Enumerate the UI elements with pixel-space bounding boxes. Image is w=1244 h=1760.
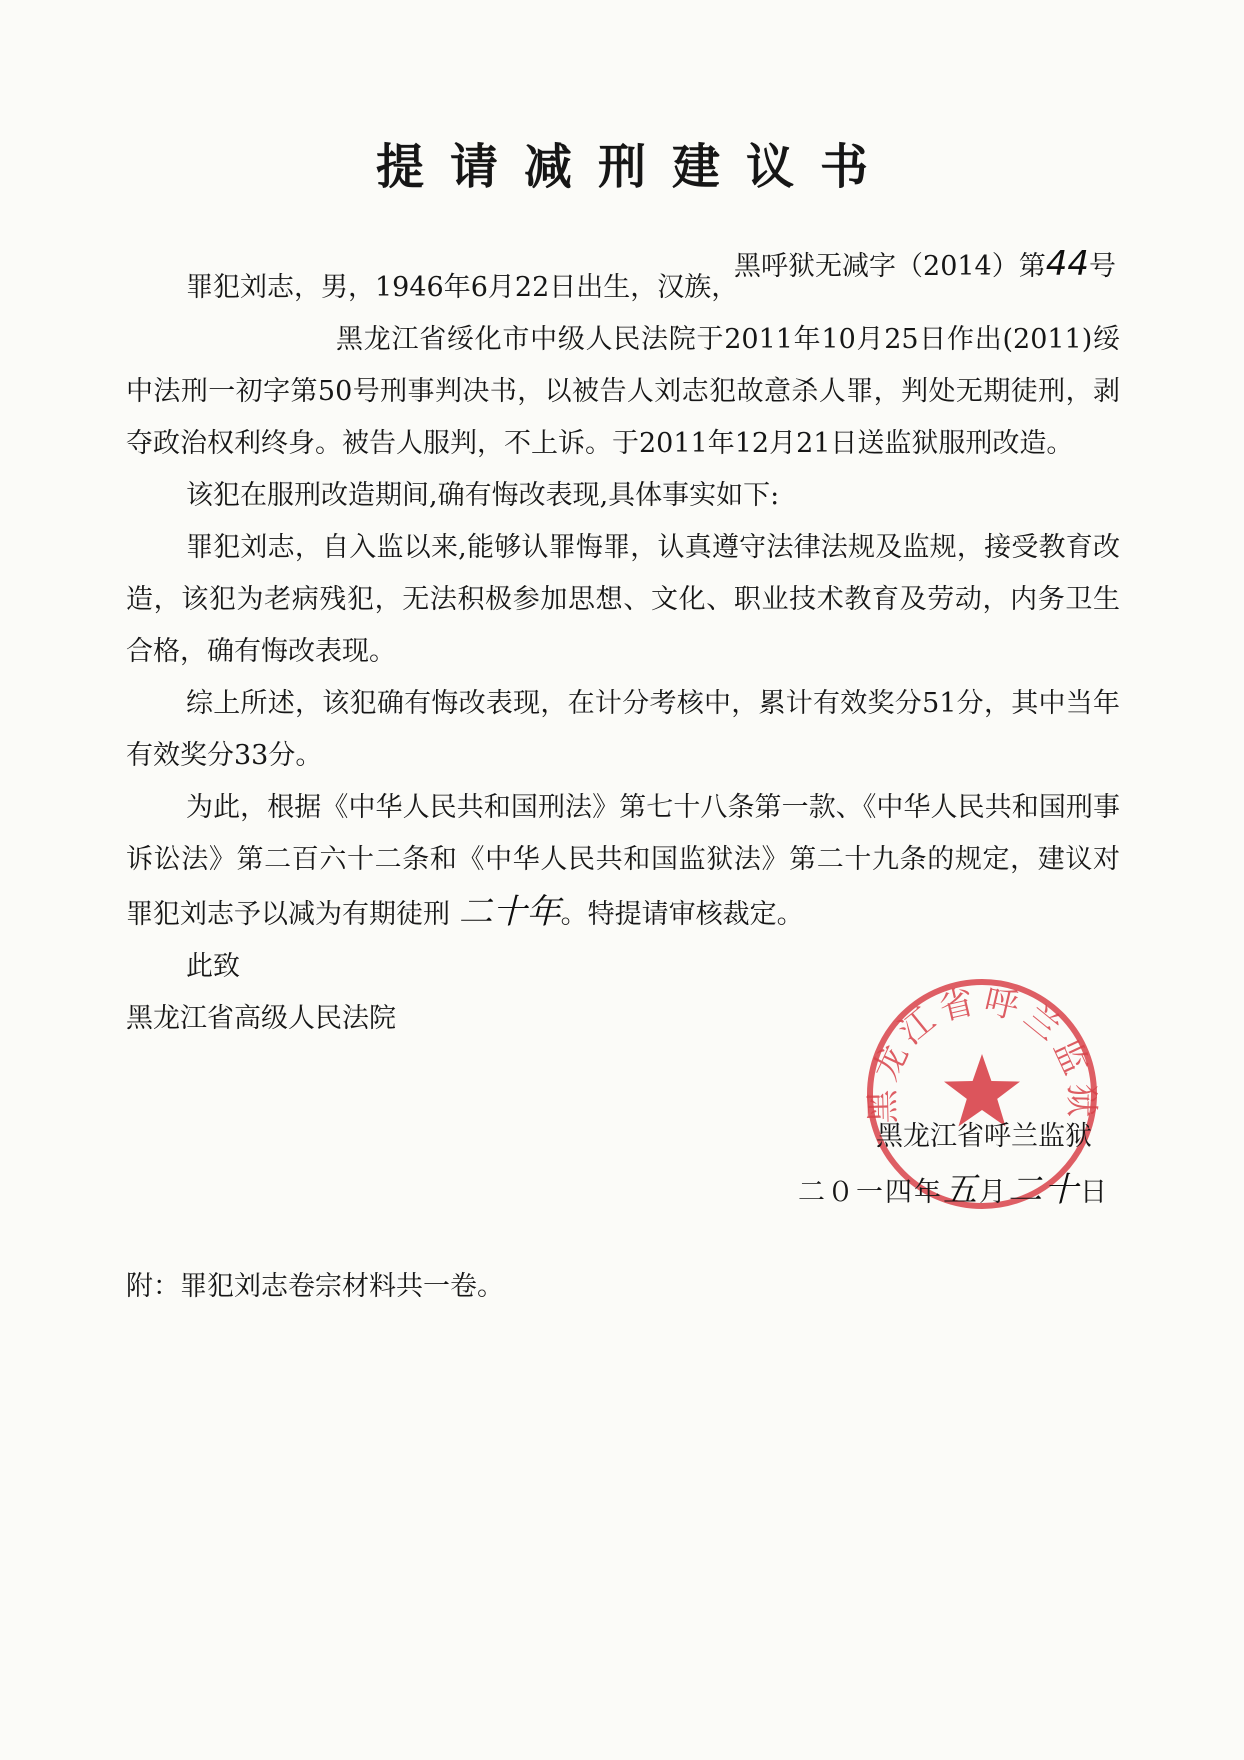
document-number-prefix: 黑呼狱无减字（2014）第 <box>734 251 1046 282</box>
attachment-note: 附：罪犯刘志卷宗材料共一卷。 <box>126 1271 504 1302</box>
sender-organization: 黑龙江省呼兰监狱 <box>876 1121 1092 1152</box>
paragraph-criminal-info: 罪犯刘志，男，1946年6月22日出生，汉族， <box>186 272 739 303</box>
handwritten-sentence-term: 二十年 <box>458 892 561 932</box>
paragraph-legal-basis <box>126 782 1120 941</box>
legal-basis-text: 为此，根据《中华人民共和国刑法》第七十八条第一款、《中华人民共和国刑事诉讼法》第二百六十二条和《中华人民共和国监狱法》第二十九条的规定，建议对罪犯刘志予以减为有期徒刑 <box>126 792 1120 930</box>
paragraph-facts-intro: 该犯在服刑改造期间,确有悔改表现,具体事实如下: <box>186 480 780 511</box>
document-number-suffix: 号 <box>1089 251 1116 282</box>
document-date <box>798 1162 1109 1211</box>
paragraph-facts: 罪犯刘志，自入监以来,能够认罪悔罪，认真遵守法律法规及监规，接受教育改造，该犯为老病残犯，无法积极参加思想、文化、职业技术教育及劳动，内务卫生合格，确有悔改表现。 <box>126 532 1120 667</box>
date-month-label: 月 <box>979 1177 1008 1208</box>
paragraph-summary: 综上所述，该犯确有悔改表现，在计分考核中，累计有效奖分51分，其中当年有效奖分33分。 <box>126 688 1120 771</box>
document-number-handwritten: 44 <box>1045 244 1089 284</box>
document-title: 提请减刑建议书 <box>375 139 894 195</box>
date-month-handwritten: 五 <box>943 1170 979 1210</box>
date-year: 二０一四年 <box>798 1177 943 1208</box>
legal-basis-ending: 。特提请审核裁定。 <box>560 899 804 930</box>
document-body <box>126 262 1120 1045</box>
addressee: 黑龙江省高级人民法院 <box>126 1003 396 1034</box>
seal-text: 黑龙江省呼兰监狱 <box>862 980 1102 1124</box>
date-day-handwritten: 二十 <box>1008 1170 1080 1210</box>
closing-salutation: 此致 <box>186 951 240 982</box>
date-day-label: 日 <box>1080 1177 1109 1208</box>
paragraph-judgment: 黑龙江省绥化市中级人民法院于2011年10月25日作出(2011)绥中法刑一初字第50号刑事判决书，以被告人刘志犯故意杀人罪，判处无期徒刑，剥夺政治权利终身。被告人服判，不上诉。于2011年12月21日送监狱服刑改造。 <box>126 324 1120 459</box>
